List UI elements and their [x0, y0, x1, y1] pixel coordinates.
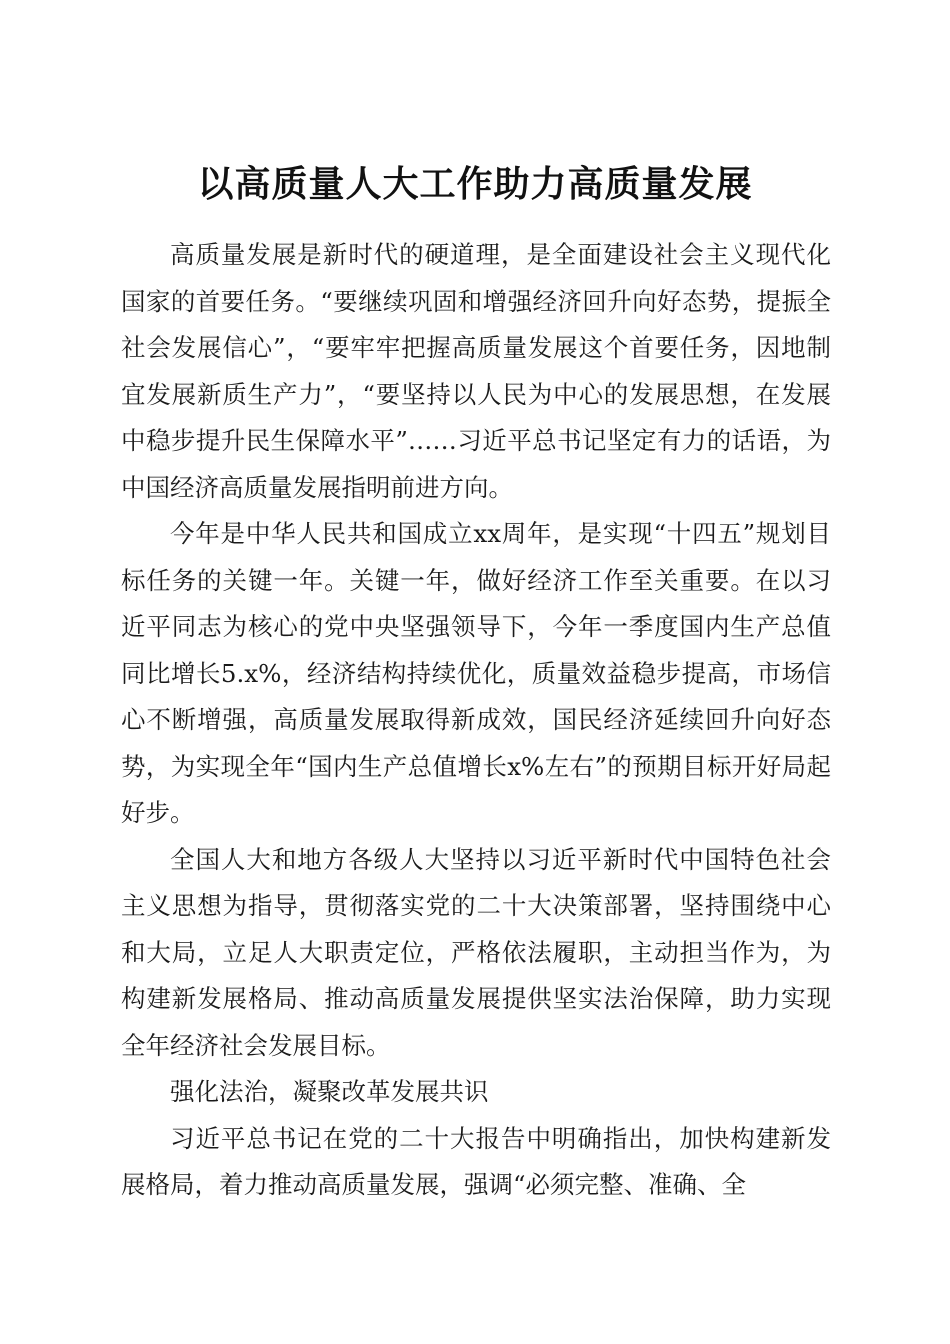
document-body	[121, 232, 831, 1209]
section-heading: 强化法治，凝聚改革发展共识	[170, 1077, 489, 1106]
document-title: 以高质量人大工作助力高质量发展	[197, 163, 753, 206]
paragraph-intro: 高质量发展是新时代的硬道理，是全面建设社会主义现代化国家的首要任务。“要继续巩固和增强经济回升向好态势，提振全社会发展信心”，“要牢牢把握高质量发展这个首要任务，因地制宜发展新质生产力”，“要坚持以人民为中心的发展思想，在发展中稳步提升民生保障水平”……习近平总书记坚定有力的话语，为中国经济高质量发展指明前进方向。	[121, 240, 831, 502]
paragraph-economy: 今年是中华人民共和国成立xx周年，是实现“十四五”规划目标任务的关键一年。关键一年，做好经济工作至关重要。在以习近平同志为核心的党中央坚强领导下，今年一季度国内生产总值同比增长5.x%，经济结构持续优化，质量效益稳步提高，市场信心不断增强，高质量发展取得新成效，国民经济延续回升向好态势，为实现全年“国内生产总值增长x%左右”的预期目标开好局起好步。	[121, 519, 831, 827]
paragraph-npc: 全国人大和地方各级人大坚持以习近平新时代中国特色社会主义思想为指导，贯彻落实党的二十大决策部署，坚持围绕中心和大局，立足人大职责定位，严格依法履职，主动担当作为，为构建新发展格局、推动高质量发展提供坚实法治保障，助力实现全年经济社会发展目标。	[121, 844, 831, 1060]
paragraph-report: 习近平总书记在党的二十大报告中明确指出，加快构建新发展格局，着力推动高质量发展，强调“必须完整、准确、全	[121, 1123, 831, 1199]
